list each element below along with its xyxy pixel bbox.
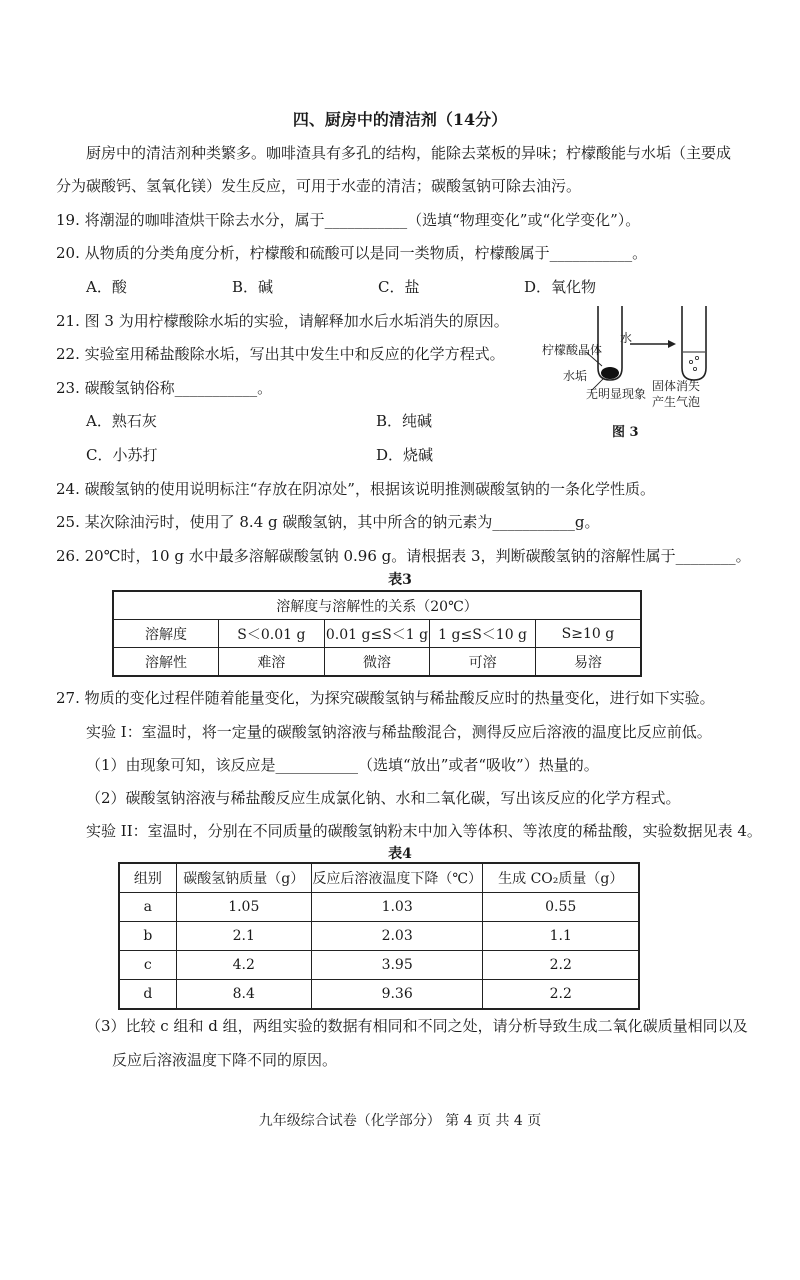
table3-cell: 溶解性: [113, 648, 219, 677]
q23-option-a: A．熟石灰: [86, 412, 157, 430]
intro-line-2: 分为碳酸钙、氢氧化镁）发生反应，可用于水壶的清洁；碳酸氢钠可除去油污。: [56, 177, 582, 195]
table-4: [118, 862, 640, 1010]
bubble-icon: [689, 360, 692, 363]
table3-header-row: [113, 591, 641, 620]
question-27-1: （1）由现象可知，该反应是___________（选填“放出”或者“吸收”）热量的。: [86, 756, 599, 774]
table-row: [119, 951, 639, 980]
table3-header: 溶解度与溶解性的关系（20℃）: [113, 591, 641, 620]
table4-cell: 1.03: [311, 893, 483, 922]
experiment-1: 实验 I：室温时，将一定量的碳酸氢钠溶液与稀盐酸混合，测得反应后溶液的温度比反应前低。: [86, 723, 712, 741]
table4-cell: 2.2: [483, 951, 639, 980]
fig3-label-result-1: 固体消失: [652, 379, 701, 393]
table4-caption: 表4: [388, 846, 412, 862]
question-22: 22. 实验室用稀盐酸除水垢，写出其中发生中和反应的化学方程式。: [56, 345, 505, 363]
table3-cell: S＜0.01 g: [219, 620, 325, 648]
table4-cell: 0.55: [483, 893, 639, 922]
q20-option-d: D．氧化物: [524, 278, 597, 296]
table4-header-cell: 组别: [119, 863, 176, 893]
table4-cell: 1.05: [176, 893, 311, 922]
experiment-2: 实验 II：室温时，分别在不同质量的碳酸氢钠粉末中加入等体积、等浓度的稀盐酸，实验数据见表 4。: [86, 822, 762, 840]
q20-option-a: A．酸: [86, 278, 127, 296]
table-row: [119, 922, 639, 951]
arrow-icon: [630, 340, 676, 348]
table4-cell: 2.2: [483, 980, 639, 1010]
table4-cell: 9.36: [311, 980, 483, 1010]
table3-cell: S≥10 g: [535, 620, 641, 648]
table4-cell: 2.1: [176, 922, 311, 951]
table-row: [119, 893, 639, 922]
table4-header-cell: 碳酸氢钠质量（g）: [176, 863, 311, 893]
q23-option-c: C．小苏打: [86, 446, 158, 464]
table4-cell: 8.4: [176, 980, 311, 1010]
table4-cell: c: [119, 951, 176, 980]
table-row: [113, 620, 641, 648]
table4-cell: b: [119, 922, 176, 951]
table4-cell: 1.1: [483, 922, 639, 951]
question-27: 27. 物质的变化过程伴随着能量变化，为探究碳酸氢钠与稀盐酸反应时的热量变化，进行如下实验。: [56, 689, 715, 707]
table3-cell: 可溶: [430, 648, 536, 677]
q23-option-d: D．烧碱: [376, 446, 434, 464]
fig3-label-no-change: 无明显现象: [586, 387, 647, 401]
table3-cell: 0.01 g≤S＜1 g: [324, 620, 430, 648]
question-20: 20. 从物质的分类角度分析，柠檬酸和硫酸可以是同一类物质，柠檬酸属于___________。: [56, 244, 648, 262]
table4-header-cell: 生成 CO₂质量（g）: [483, 863, 639, 893]
table3-cell: 易溶: [535, 648, 641, 677]
intro-line-1: 厨房中的清洁剂种类繁多。咖啡渣具有多孔的结构，能除去菜板的异味；柠檬酸能与水垢（主要成: [86, 144, 732, 162]
table3-cell: 难溶: [219, 648, 325, 677]
table-row: [113, 648, 641, 677]
table3-cell: 微溶: [324, 648, 430, 677]
question-26: 26. 20℃时，10 g 水中最多溶解碳酸氢钠 0.96 g。请根据表 3，判断碳酸氢钠的溶解性属于________。: [56, 547, 751, 565]
table4-cell: 2.03: [311, 922, 483, 951]
table-3: [112, 590, 642, 677]
fig3-label-water: 水: [620, 331, 633, 345]
table3-cell: 1 g≤S＜10 g: [430, 620, 536, 648]
fig3-label-scale: 水垢: [563, 369, 588, 383]
q20-option-b: B．碱: [232, 278, 274, 296]
q20-option-c: C．盐: [378, 278, 420, 296]
right-test-tube: [682, 306, 706, 380]
section-title: 四、厨房中的清洁剂（14分）: [292, 110, 508, 129]
table-row: [119, 980, 639, 1010]
table3-cell: 溶解度: [113, 620, 219, 648]
table4-cell: d: [119, 980, 176, 1010]
question-23: 23. 碳酸氢钠俗称___________。: [56, 379, 273, 397]
question-27-3-line-2: 反应后溶液温度下降不同的原因。: [112, 1051, 338, 1069]
page-footer: 九年级综合试卷（化学部分） 第 4 页 共 4 页: [258, 1113, 542, 1129]
table4-cell: 3.95: [311, 951, 483, 980]
fig3-label-crystal: 柠檬酸晶体: [542, 343, 603, 357]
table4-header-row: [119, 863, 639, 893]
question-24: 24. 碳酸氢钠的使用说明标注“存放在阴凉处”，根据该说明推测碳酸氢钠的一条化学性质。: [56, 480, 655, 498]
question-25: 25. 某次除油污时，使用了 8.4 g 碳酸氢钠，其中所含的钠元素为___________g。: [56, 513, 600, 531]
table4-cell: a: [119, 893, 176, 922]
question-27-3-line-1: （3）比较 c 组和 d 组，两组实验的数据有相同和不同之处，请分析导致生成二氧化碳质量相同以及: [86, 1017, 748, 1035]
question-21: 21. 图 3 为用柠檬酸除水垢的实验，请解释加水后水垢消失的原因。: [56, 312, 509, 330]
question-27-2: （2）碳酸氢钠溶液与稀盐酸反应生成氯化钠、水和二氧化碳，写出该反应的化学方程式。: [86, 789, 681, 807]
fig3-caption: 图 3: [612, 425, 639, 440]
table3-caption: 表3: [388, 572, 412, 588]
q23-option-b: B．纯碱: [376, 412, 433, 430]
table4-header-cell: 反应后溶液温度下降（℃）: [311, 863, 483, 893]
question-19: 19. 将潮湿的咖啡渣烘干除去水分，属于___________（选填“物理变化”或“化学变化”）。: [56, 211, 641, 229]
table4-cell: 4.2: [176, 951, 311, 980]
fig3-label-result-2: 产生气泡: [652, 395, 701, 409]
